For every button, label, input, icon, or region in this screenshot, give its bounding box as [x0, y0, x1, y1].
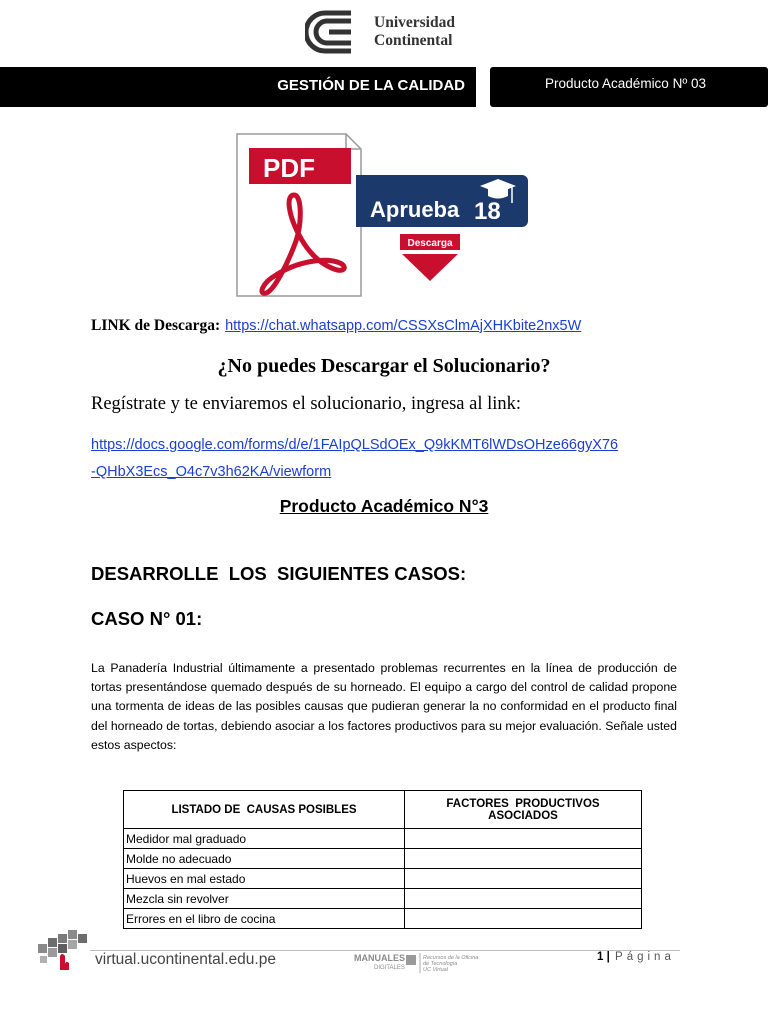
svg-text:MANUALES: MANUALES: [354, 953, 405, 963]
page-number-value: 1: [597, 951, 604, 963]
case-paragraph: La Panadería Industrial últimamente a presentado problemas recurrentes en la línea de producción de tortas presentándose quemado después de su horneado. El equipo a cargo del control de calidad propone una tormenta de ideas de las posibles causas que pudieran generar la no conformidad en el producto final del horneado de tortas, debiendo asociar a los factores productivos para su mejor evaluación. Señale usted estos aspectos:: [91, 661, 677, 752]
table-cell-factor[interactable]: [405, 889, 642, 909]
svg-text:UC Virtual: UC Virtual: [423, 967, 448, 973]
table-header-causes: LISTADO DE CAUSAS POSIBLES: [124, 791, 405, 829]
table-cell-cause: Errores en el libro de cocina: [124, 909, 405, 929]
pdf-download-badge[interactable]: [236, 133, 530, 299]
table-header-factors: FACTORES PRODUCTIVOS ASOCIADOS: [405, 791, 642, 829]
table-row: [124, 829, 642, 849]
table-row: [124, 909, 642, 929]
university-name-line1: Universidad: [374, 14, 455, 31]
section-heading: DESARROLLE LOS SIGUIENTES CASOS:: [91, 563, 467, 584]
cta-question: ¿No puedes Descargar el Solucionario?: [217, 355, 551, 377]
table-header-row: [124, 791, 642, 829]
table-cell-cause: Mezcla sin revolver: [124, 889, 405, 909]
svg-text:de Tecnología: de Tecnología: [423, 961, 458, 967]
download-link-label: LINK de Descarga:: [91, 317, 221, 334]
table-cell-cause: Huevos en mal estado: [124, 869, 405, 889]
brand-text: Aprueba: [370, 197, 460, 222]
svg-text:DIGITALES: DIGITALES: [374, 965, 405, 971]
uc-logo-mark-icon: [305, 10, 367, 54]
table-cell-cause: Molde no adecuado: [124, 849, 405, 869]
causes-table: [123, 790, 642, 929]
brand-number: 18: [474, 198, 501, 225]
page-number: [597, 951, 675, 963]
whatsapp-download-link[interactable]: https://chat.whatsapp.com/CSSXsClmAjXHKbite2nx5W: [225, 318, 582, 334]
table-row: [124, 869, 642, 889]
table-cell-factor[interactable]: [405, 909, 642, 929]
table-cell-factor[interactable]: [405, 849, 642, 869]
pdf-label: PDF: [263, 153, 315, 183]
page-word: Página: [615, 951, 675, 963]
university-name: [374, 14, 455, 50]
download-link-line: [91, 316, 581, 335]
form-link[interactable]: [91, 431, 691, 485]
product-label: Producto Académico Nº 03: [545, 76, 707, 91]
download-label: Descarga: [407, 238, 453, 249]
form-link-line2[interactable]: -QHbX3Ecs_O4c7v3h62KA/viewform: [91, 464, 332, 480]
case-heading: CASO N° 01:: [91, 608, 203, 629]
footer-site-url: virtual.ucontinental.edu.pe: [95, 951, 276, 968]
page-separator: |: [606, 951, 610, 963]
document-title-text: Producto Académico N°3: [279, 496, 489, 516]
university-logo: [305, 10, 475, 54]
table-cell-factor[interactable]: [405, 869, 642, 889]
course-title: GESTIÓN DE LA CALIDAD: [277, 77, 465, 94]
table-row: [124, 889, 642, 909]
virtual-campus-icon: [38, 930, 90, 974]
table-cell-factor[interactable]: [405, 829, 642, 849]
course-title-bar: [0, 67, 476, 107]
document-title: [0, 496, 768, 517]
university-name-line2: Continental: [374, 32, 453, 49]
cta-instruction: Regístrate y te enviaremos el solucionario, ingresa al link:: [91, 394, 521, 414]
manuales-digitales-logo: [354, 952, 479, 974]
product-label-bar: [490, 67, 768, 107]
download-arrow-icon: [402, 254, 458, 281]
table-row: [124, 849, 642, 869]
table-cell-cause: Medidor mal graduado: [124, 829, 405, 849]
svg-text:Recursos de la Oficina: Recursos de la Oficina: [423, 955, 479, 961]
form-link-line1[interactable]: https://docs.google.com/forms/d/e/1FAIpQLSdOEx_Q9kKMT6lWDsOHze66gyX76: [91, 437, 619, 453]
